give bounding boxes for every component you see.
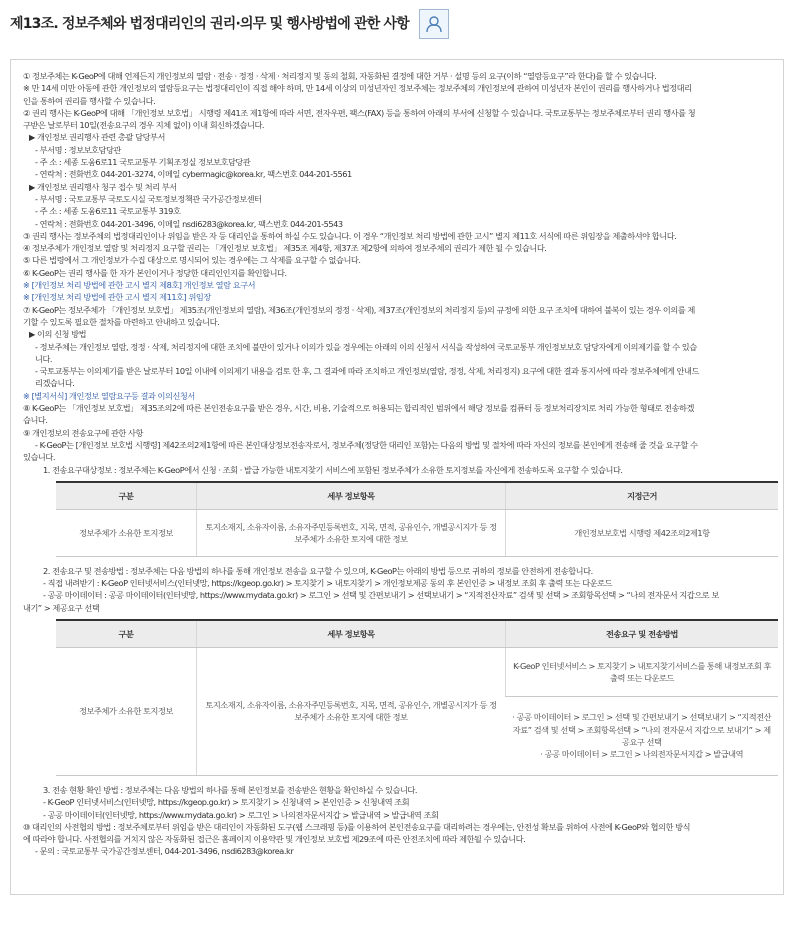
text-line: ⑩ 대리인의 사전협의 방법 : 정보주체로부터 위임을 받은 대리인이 자동화된 도구(웹 스크래핑 등)를 이용하여 본인전송요구를 대리하려는 경우에는, 안전성 확보를 위하여 사전에 K-GeoP와 협의한 방식 xyxy=(23,821,691,832)
text-line: ① 정보주체는 K-GeoP에 대해 언제든지 개인정보의 열람 · 전송 · 정정 · 삭제 · 처리정지 및 동의 철회, 자동화된 결정에 대한 거부 · 설명 등의 요구(이하 “열람등요구”라 한다)를 할 수 있습니다. xyxy=(23,71,657,81)
table-cell: 토지소재지, 소유자이름, 소유자주민등록번호, 지목, 면적, 공유인수, 개별공시지가 등 정보주체가 소유한 토지에 대한 정보 xyxy=(197,509,506,556)
text-line: 있습니다. xyxy=(23,452,55,463)
section-confirmation-text xyxy=(23,784,772,858)
text-line: - 주 소 : 세종 도움6로11 국토교통부 319호 xyxy=(35,206,181,217)
text-line: ⑤ 다른 법령에서 그 개인정보가 수집 대상으로 명시되어 있는 경우에는 그 삭제를 요구할 수 없습니다. xyxy=(23,255,361,266)
table-header: 전송요구 및 전송방법 xyxy=(506,620,779,648)
text-line: 인을 통하여 권리를 행사할 수 있습니다. xyxy=(23,95,156,106)
text-line: - K-GeoP 인터넷서비스(인터넷망, https://kgeop.go.kr) > 토지찾기 > 신청내역 > 본인인증 > 신청내역 조회 xyxy=(43,797,410,808)
text-line: ※ [개인정보 처리 방법에 관한 고시 별지 제11호] 위임장 xyxy=(23,292,211,303)
table-cell: 토지소재지, 소유자이름, 소유자주민등록번호, 지목, 면적, 공유인수, 개별공시지가 등 정보주체가 소유한 토지에 대한 정보 xyxy=(197,647,506,775)
table-header-row xyxy=(56,620,778,648)
table-cell xyxy=(506,696,779,775)
text-line: 3. 전송 현황 확인 방법 : 정보주체는 다음 방법의 하나를 통해 본인정보를 전송받은 현황을 확인하실 수 있습니다. xyxy=(43,784,418,795)
text-line: - 주 소 : 세종 도움6로11 국토교통부 기획조정실 정보보호담당관 xyxy=(35,157,251,168)
text-line: 니다. xyxy=(35,353,53,364)
text-line: ② 권리 행사는 K-GeoP에 대해 「개인정보 보호법」 시행령 제41조 제1항에 따라 서면, 전자우편, 팩스(FAX) 등을 통하여 아래의 부서에 신청할 수 있습니다. 국토교통부는 정보주체로부터 권리 행사를 청 xyxy=(23,107,696,118)
text-line: ⑦ K-GeoP는 정보주체가 「개인정보 보호법」 제35조(개인정보의 열람), 제36조(개인정보의 정정 · 삭제), 제37조(개인정보의 처리정지 등)의 규정에 의한 요구 조치에 대하여 불복이 있는 경우 이의를 제 xyxy=(23,304,695,315)
text-line: - 연락처 : 전화번호 044-201-3274, 이메일 cybermagic@korea.kr, 팩스번호 044-201-5561 xyxy=(35,169,352,180)
text-line: ④ 정보주체가 개인정보 열람 및 처리정지 요구할 권리는 「개인정보 보호법」 제35조 제4항, 제37조 제2항에 의하여 정보주체의 권리가 제한 될 수 있습니다. xyxy=(23,243,547,254)
table-cell: 정보주체가 소유한 토지정보 xyxy=(56,509,197,556)
section-rights-text xyxy=(23,70,772,476)
table-header: 구분 xyxy=(56,482,197,510)
text-line: - 정보주체는 개인정보 열람, 정정 · 삭제, 처리정지에 대한 조치에 불만이 있거나 이의가 있을 경우에는 아래의 이의 신청서 서식을 작성하여 국토교통부 개인정보보호 담당자에게 이의제기를 할 수 있습 xyxy=(35,341,697,352)
section-transfer-method-text xyxy=(23,565,772,614)
text-line: ▶ 개인정보 권리행사 관련 총괄 담당부서 xyxy=(29,132,165,143)
table-header: 세부 정보항목 xyxy=(197,620,506,648)
table-cell: 개인정보보호법 시행령 제42조의2제1항 xyxy=(506,509,779,556)
text-line: - 부서명 : 정보보호담당관 xyxy=(35,144,121,155)
text-line: - 연락처 : 전화번호 044-201-3496, 이메일 nsdi6283@korea.kr, 팩스번호 044-201-5543 xyxy=(35,218,343,229)
table-header-row xyxy=(56,482,778,510)
page-header xyxy=(10,6,449,42)
text-line: ⑧ K-GeoP는 「개인정보 보호법」 제35조의2에 따른 본인전송요구를 받은 경우, 시간, 비용, 기술적으로 허용되는 합리적인 범위에서 해당 정보를 컴퓨터 등 정보처리장치로 처리 가능한 형태로 전송하겠 xyxy=(23,403,694,414)
text-line: 2. 전송요구 및 전송방법 : 정보주체는 다음 방법의 하나를 통해 개인정보 전송을 요구할 수 있으며, K-GeoP는 아래의 방법 등으로 귀하의 정보를 안전하게 전송합니다. xyxy=(43,565,593,576)
person-icon xyxy=(419,9,449,39)
table-header: 세부 정보항목 xyxy=(197,482,506,510)
method-line: · 공공 마이데이터 > 로그인 > 나의전자문서지갑 > 발급내역 xyxy=(540,749,744,760)
text-line: 기할 수 있도록 필요한 절차를 마련하고 안내하고 있습니다. xyxy=(23,316,220,327)
person-icon-graphic xyxy=(424,14,444,34)
text-line: ▶ 개인정보 권리행사 청구 접수 및 처리 부서 xyxy=(29,181,177,192)
text-line: ※ 만 14세 미만 아동에 관한 개인정보의 열람등요구는 법정대리인이 직접 해야 하며, 만 14세 이상의 미성년자인 정보주체는 정보주체의 개인정보에 관하여 미성년자 본인이 권리를 행사하거나 법정대리 xyxy=(23,83,692,94)
transfer-target-table xyxy=(56,481,778,557)
text-line: 구받은 날로부터 10일(전송요구의 경우 지체 없이) 이내 회신하겠습니다. xyxy=(23,120,265,131)
text-line: 습니다. xyxy=(23,415,48,426)
text-line: 리겠습니다. xyxy=(35,378,75,389)
text-line: 에 따라야 합니다. 사전협의를 거치지 않은 자동화된 접근은 홈페이지 이용약관 및 개인정보 보호법 제29조에 따른 안전조치에 따라 제한될 수 있습니다. xyxy=(23,834,526,845)
table-header: 지정근거 xyxy=(506,482,779,510)
table-row xyxy=(56,509,778,556)
text-line: ▶ 이의 신청 방법 xyxy=(29,329,87,340)
page-title: 제13조. 정보주체와 법정대리인의 권리·의무 및 행사방법에 관한 사항 xyxy=(10,15,409,32)
text-line: 1. 전송요구대상정보 : 정보주체는 K-GeoP에서 신청 · 조회 · 발급 가능한 내토지찾기 서비스에 포함된 정보주체가 소유한 토지정보를 자신에게 전송하도록 요구할 수 있습니다. xyxy=(43,464,623,475)
table-header: 구분 xyxy=(56,620,197,648)
table-cell: K-GeoP 인터넷서비스 > 토지찾기 > 내토지찾기서비스를 통해 내정보조회 후 출력 또는 다운로드 xyxy=(506,647,779,696)
text-line: - 직접 내려받기 : K-GeoP 인터넷서비스(인터넷망, https://kgeop.go.kr) > 토지찾기 > 내토지찾기 > 개인정보제공 동의 후 본인인증 > 내정보 조회 후 출력 또는 다운로드 xyxy=(43,578,613,589)
text-line: - 문의 : 국토교통부 국가공간정보센터, 044-201-3496, nsdi6283@korea.kr xyxy=(35,846,294,857)
text-line: ⑨ 개인정보의 전송요구에 관한 사항 xyxy=(23,427,143,438)
text-line: ③ 권리 행사는 정보주체의 법정대리인이나 위임을 받은 자 등 대리인을 통하여 하실 수도 있습니다. 이 경우 “개인정보 처리 방법에 관한 고시” 별지 제11호 서식에 따른 위임장을 제출하셔야 합니다. xyxy=(23,230,677,241)
text-line: - 부서명 : 국토교통부 국토도시실 국토정보정책관 국가공간정보센터 xyxy=(35,193,262,204)
method-line: · 공공 마이데이터 > 로그인 > 선택 및 간편보내기 > 선택보내기 > “지적전산자료” 검색 및 선택 > 조회항목선택 > “나의 전자문서 지갑으로 보내기” > 제공요구 선택 xyxy=(512,712,772,747)
text-line: ※ [별지서식] 개인정보 열람요구등 결과 이의신청서 xyxy=(23,390,195,401)
transfer-method-table xyxy=(56,619,778,776)
text-line: ⑥ K-GeoP는 권리 행사를 한 자가 본인이거나 정당한 대리인인지를 확인합니다. xyxy=(23,267,287,278)
text-line: ※ [개인정보 처리 방법에 관한 고시 별지 제8호] 개인정보 열람 요구서 xyxy=(23,280,256,291)
text-line: 내기” > 제공요구 선택 xyxy=(23,602,100,613)
text-line: - 공공 마이데이터 : 공공 마이데이터(인터넷망, https://www.mydata.go.kr) > 로그인 > 선택 및 간편보내기 > 선택보내기 > “지적전산자료” 검색 및 선택 > 조회항목선택 > “나의 전자문서 지갑으로 보 xyxy=(43,590,719,601)
text-line: - 공공 마이데이터(인터넷망, https://www.mydata.go.kr) > 로그인 > 나의전자문서지갑 > 발급내역 > 발급내역 조회 xyxy=(43,809,439,820)
text-line: - 국토교통부는 이의제기를 받은 날로부터 10일 이내에 이의제기 내용을 검토 한 후, 그 결과에 따라 조치하고 개인정보(열람, 정정, 삭제, 처리정지) 요구에 대한 결과 통지서에 따라 정보주체에게 안내드 xyxy=(35,366,699,377)
text-line: - K-GeoP는 [개인정보 보호법 시행령] 제42조의2제1항에 따른 본인대상정보전송자로서, 정보주체(정당한 대리인 포함)는 다음의 방법 및 절차에 따라 자신의 정보를 본인에게 전송해 줄 것을 요구할 수 xyxy=(35,439,698,450)
content-box xyxy=(10,59,784,895)
table-row xyxy=(56,647,778,696)
table-cell: 정보주체가 소유한 토지정보 xyxy=(56,647,197,775)
